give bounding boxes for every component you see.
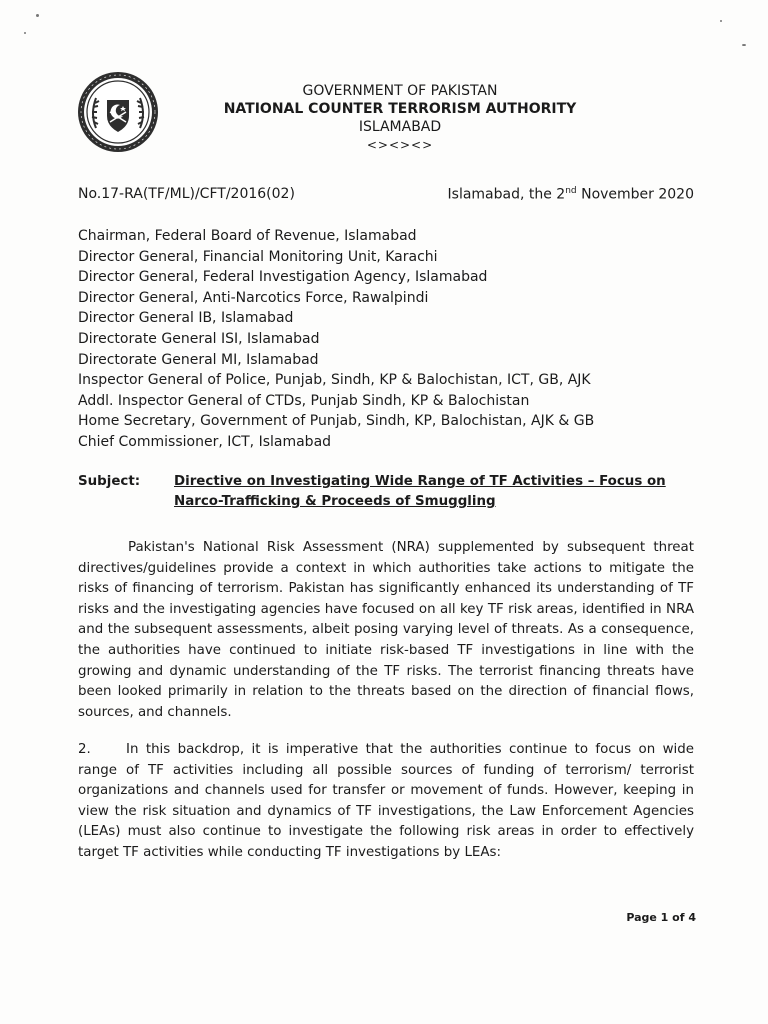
recipient-item: Home Secretary, Government of Punjab, Sindh, KP, Balochistan, AJK & GB [78, 413, 595, 430]
scan-speck [24, 32, 26, 34]
nacta-seal-logo [76, 70, 160, 154]
recipient-item: Director General, Federal Investigation Agency, Islamabad [78, 269, 488, 286]
letterhead [200, 82, 600, 154]
recipient-item: Chief Commissioner, ICT, Islamabad [78, 433, 332, 450]
reference-number: No.17-RA(TF/ML)/CFT/2016(02) [78, 186, 295, 202]
recipient-item: Directorate General MI, Islamabad [78, 351, 319, 368]
recipient-item: Chairman, Federal Board of Revenue, Islamabad [78, 228, 417, 244]
subject-text: Directive on Investigating Wide Range of TF Activities – Focus on Narco-Trafficking & Proceeds of Smuggling [174, 474, 666, 509]
paragraph-number: 2. [78, 742, 91, 757]
recipient-item: Director General IB, Islamabad [78, 310, 294, 327]
government-title: GOVERNMENT OF PAKISTAN [302, 83, 498, 99]
recipient-item: Director General, Financial Monitoring Unit, Karachi [78, 248, 438, 265]
paragraph-1: Pakistan's National Risk Assessment (NRA) supplemented by subsequent threat directives/guidelines provide a context in which authorities take actions to mitigate the risks of financing of terrorism. Pakistan has significantly enhanced its understanding of TF risks and the investigating agencies have focused on all key TF risk areas, identified in NRA and the subsequent assessments, albeit posing varying level of threats. As a consequence, the authorities have continued to initiate risk-based TF investigations in line with the growing and dynamic understanding of the TF risks. The terrorist financing threats have been looked primarily in relation to the threats based on the direction of financial flows, sources, and channels. [78, 540, 694, 720]
reference-line [78, 186, 694, 203]
scan-speck [720, 20, 722, 22]
subject-label: Subject: [78, 474, 141, 489]
recipient-item: Inspector General of Police, Punjab, Sindh, KP & Balochistan, ICT, GB, AJK [78, 372, 591, 389]
recipient-item: Directorate General ISI, Islamabad [78, 330, 320, 347]
authority-title: NATIONAL COUNTER TERRORISM AUTHORITY [223, 101, 577, 117]
subject-block [78, 472, 694, 512]
scan-speck [742, 44, 746, 46]
recipient-item: Director General, Anti-Narcotics Force, Rawalpindi [78, 289, 429, 306]
paragraph-2 [78, 740, 694, 864]
ornament-divider: <><><> [366, 138, 434, 152]
scan-speck [36, 14, 39, 17]
city-title: ISLAMABAD [358, 119, 442, 135]
paragraph-2-text: In this backdrop, it is imperative that the authorities continue to focus on wide range of TF activities including all possible sources of funding of terrorism/ terrorist organizations and channels used for transfer or movement of funds. However, keeping in view the risk situation and dynamics of TF investigations, the Law Enforcement Agencies (LEAs) must also continue to investigate the following risk areas in order to effectively target TF activities while conducting TF investigations by LEAs: [78, 742, 694, 860]
page-number: Page 1 of 4 [626, 911, 696, 924]
recipient-list [78, 226, 594, 453]
recipient-item: Addl. Inspector General of CTDs, Punjab Sindh, KP & Balochistan [78, 392, 530, 409]
letter-date: Islamabad, the 2nd November 2020 [447, 186, 694, 203]
